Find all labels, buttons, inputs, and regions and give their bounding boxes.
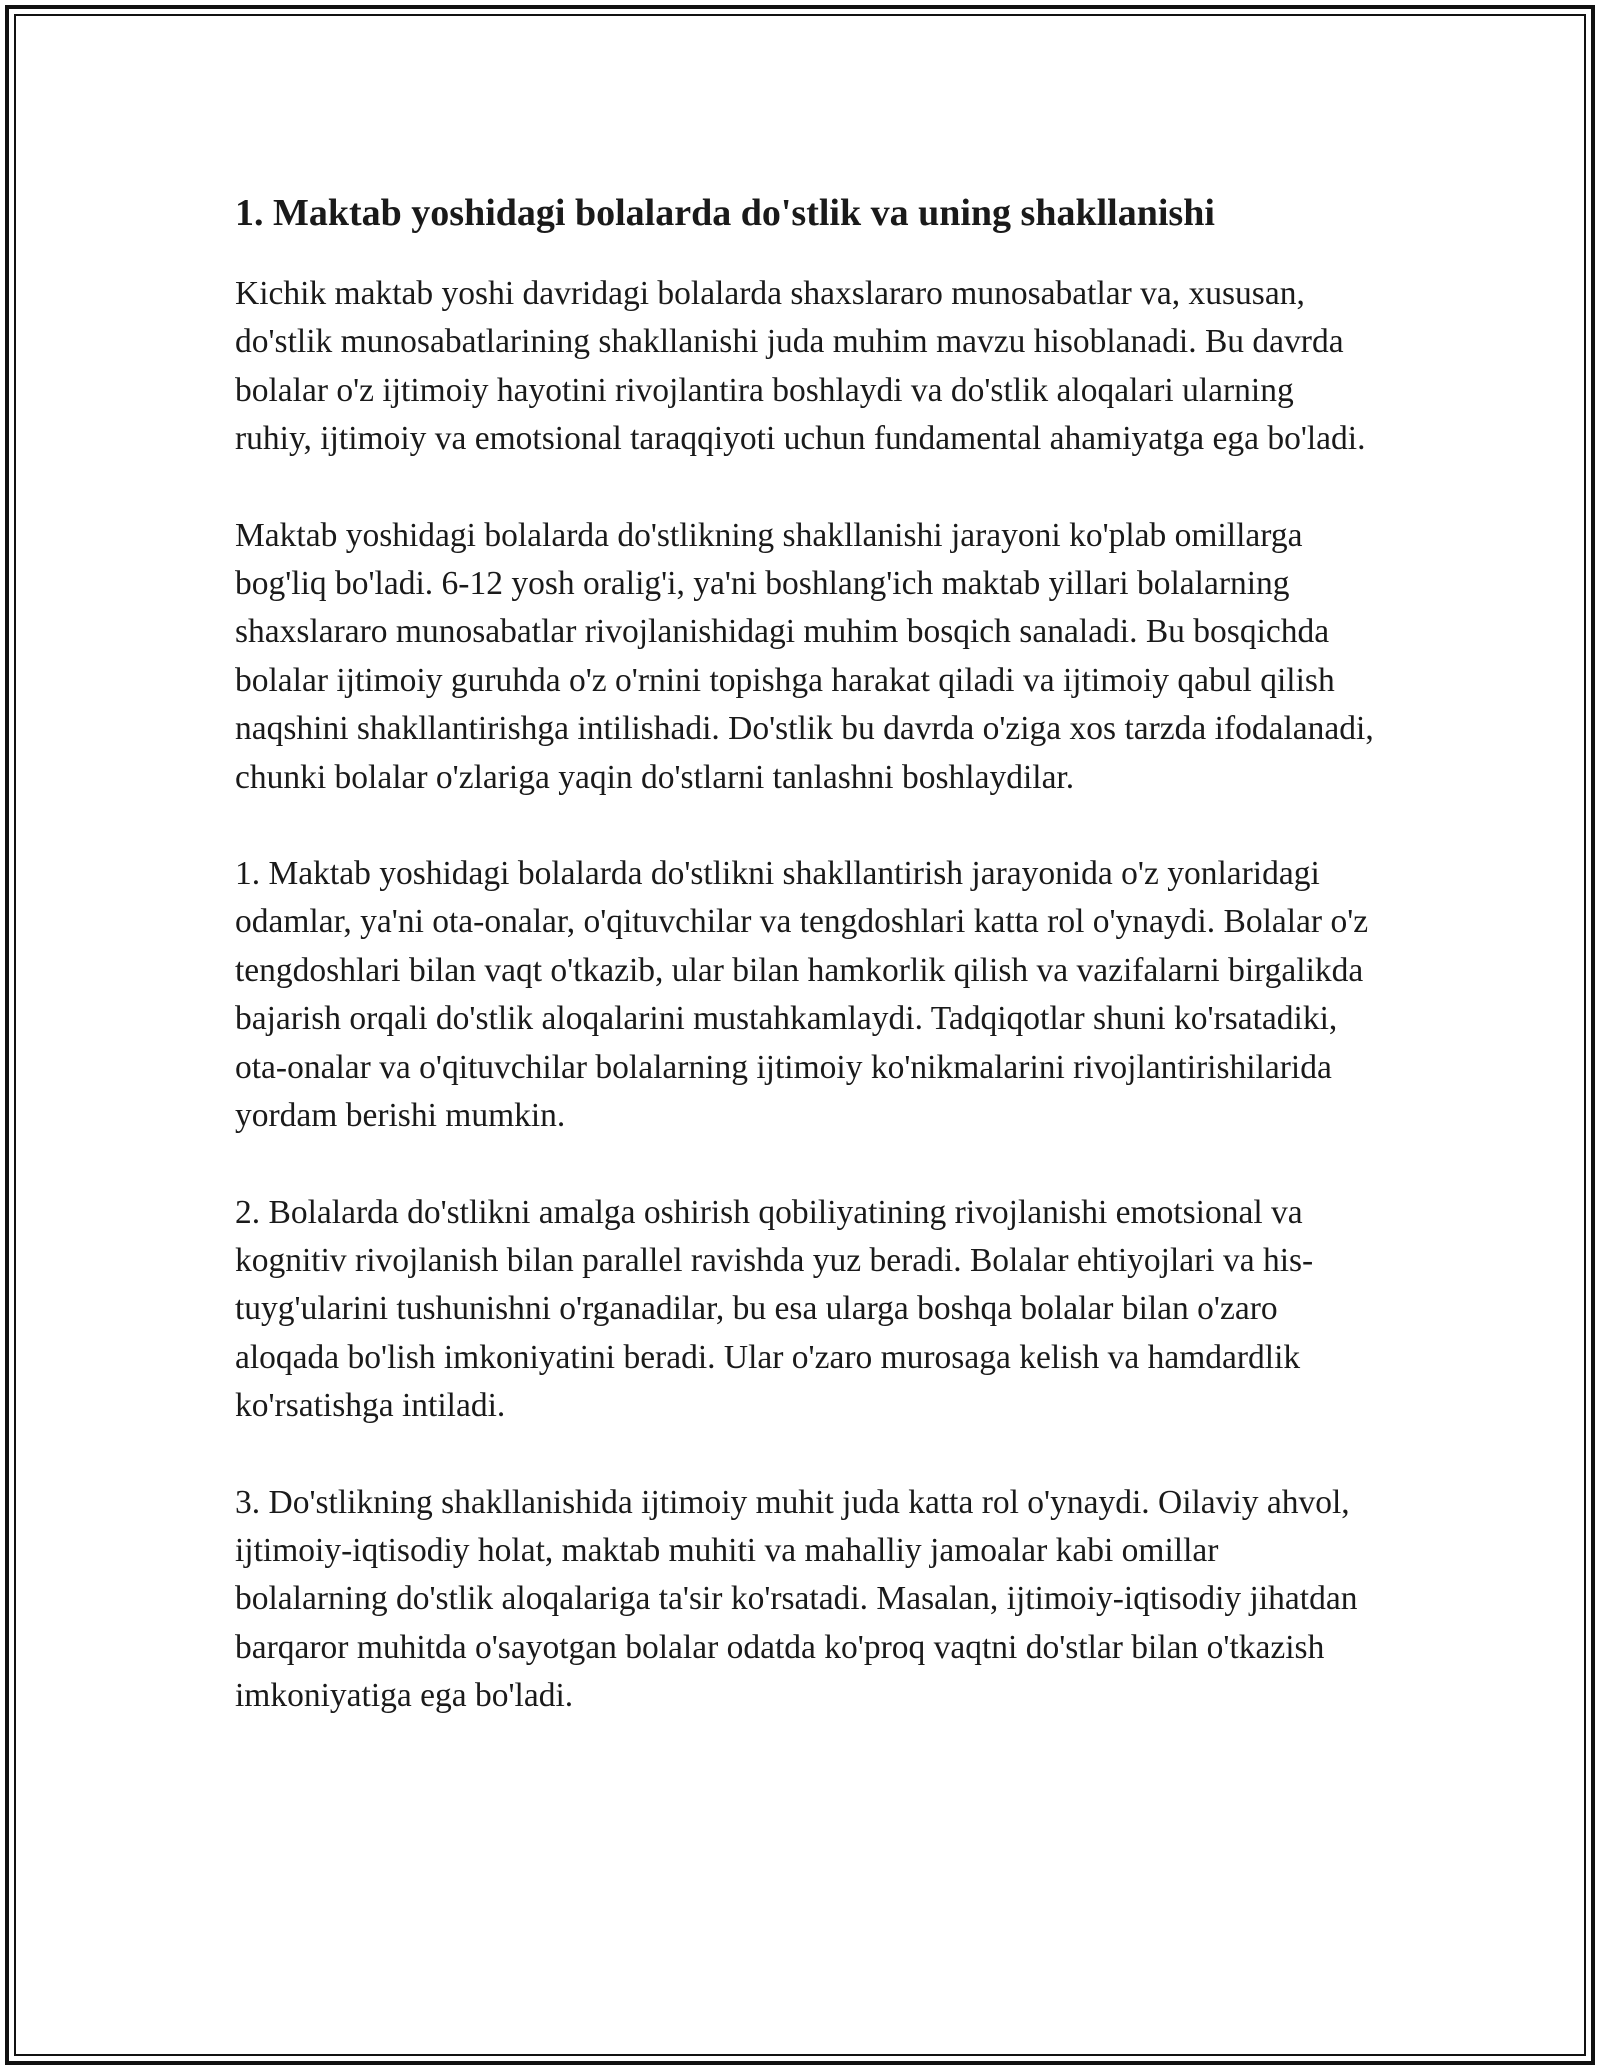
paragraph-point-2: 2. Bolalarda do'stlikni amalga oshirish qobiliyatining rivojlanishi emotsional va kognitiv rivojlanish bilan parallel ravishda yuz beradi. Bolalar ehtiyojlari va his-tuyg'ularini tushunishni o'rganadilar, bu esa ularga boshqa bolalar bilan o'zaro aloqada bo'lish imkoniyatini beradi. Ular o'zaro murosaga kelish va hamdardlik ko'rsatishga intiladi. [235, 1193, 1314, 1425]
paragraph-point-1: 1. Maktab yoshidagi bolalarda do'stlikni shakllantirish jarayonida o'z yonlaridagi odamlar, ya'ni ota-onalar, o'qituvchilar va tengdoshlari katta rol o'ynaydi. Bolalar o'z tengdoshlari bilan vaqt o'tkazib, ular bilan hamkorlik qilish va vazifalarni birgalikda bajarish orqali do'stlik aloqalarini mustahkamlaydi. Tadqiqotlar shuni ko'rsatadiki, ota-onalar va o'qituvchilar bolalarning ijtimoiy ko'nikmalarini rivojlantirishilarida yordam berishi mumkin. [235, 855, 1369, 1135]
document-title: 1. Maktab yoshidagi bolalarda do'stlik va uning shakllanishi [235, 192, 1215, 234]
paragraph-intro: Kichik maktab yoshi davridagi bolalarda shaxslararo munosabatlar va, xususan, do'stlik munosabatlarining shakllanishi juda muhim mavzu hisoblanadi. Bu davrda bolalar o'z ijtimoiy hayotini rivojlantira boshlaydi va do'stlik aloqalari ularning ruhiy, ijtimoiy va emotsional taraqqiyoti uchun fundamental ahamiyatga ega bo'ladi. [235, 275, 1366, 458]
paragraph-point-3: 3. Do'stlikning shakllanishida ijtimoiy muhit juda katta rol o'ynaydi. Oilaviy ahvol, ijtimoiy-iqtisodiy holat, maktab muhiti va mahalliy jamoalar kabi omillar bolalarning do'stlik aloqalariga ta'sir ko'rsatadi. Masalan, ijtimoiy-iqtisodiy jihatdan barqaror muhitda o'sayotgan bolalar odatda ko'proq vaqtni do'stlar bilan o'tkazish imkoniyatiga ega bo'ladi. [235, 1483, 1358, 1715]
paragraph-formation: Maktab yoshidagi bolalarda do'stlikning shakllanishi jarayoni ko'plab omillarga bog'liq bo'ladi. 6-12 yosh oralig'i, ya'ni boshlang'ich maktab yillari bolalarning shaxslararo munosabatlar rivojlanishidagi muhim bosqich sanaladi. Bu bosqichda bolalar ijtimoiy guruhda o'z o'rnini topishga harakat qiladi va ijtimoiy qabul qilish naqshini shakllantirishga intilishadi. Do'stlik bu davrda o'ziga xos tarzda ifodalanadi, chunki bolalar o'zlariga yaqin do'stlarni tanlashni boshlaydilar. [235, 516, 1374, 796]
document-body [235, 186, 1375, 1769]
